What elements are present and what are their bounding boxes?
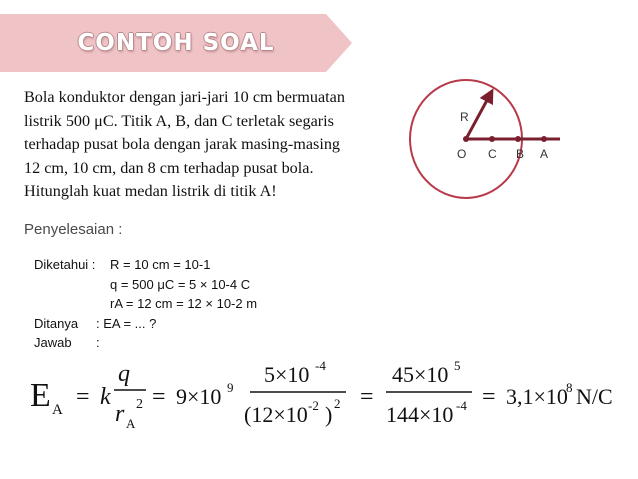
solution-heading: Penyelesaian : (24, 221, 123, 238)
formula-eq: = (360, 384, 374, 410)
asked-value: : EA = ... ? (96, 315, 157, 331)
asked-label: Ditanya (34, 315, 79, 331)
formula-den1-exp2: 2 (334, 396, 341, 411)
formula-r: r (115, 401, 125, 427)
label-o: O (457, 147, 467, 161)
problem-line: Hitunglah kuat medan listrik di titik A! (24, 182, 277, 200)
problem-text (24, 86, 384, 204)
formula-num2-exp: 5 (454, 358, 461, 373)
formula-num2: 45×10 (392, 362, 449, 387)
point-a (541, 136, 547, 142)
formula-den1: (12×10 (244, 402, 308, 427)
problem-line: 12 cm, 10 cm, dan 8 cm terhadap pusat bola. (24, 158, 314, 177)
title-banner (0, 14, 352, 72)
problem-line: Bola konduktor dengan jari-jari 10 cm bermuatan (24, 88, 345, 106)
known-value: q = 500 μC = 5 × 10-4 C (110, 276, 251, 292)
point-c (489, 136, 495, 142)
known-label: Diketahui : (34, 257, 96, 272)
formula-const-exp: 9 (227, 380, 234, 395)
formula-result: 3,1×10 (506, 384, 568, 409)
point-o (463, 136, 469, 142)
formula-r-exp: 2 (136, 397, 143, 412)
label-c: C (488, 147, 497, 161)
problem-line: terhadap pusat bola dengan jarak masing-masing (24, 135, 341, 153)
formula-den1-exp: -2 (308, 398, 319, 413)
formula-k: k (100, 384, 111, 410)
formula-lhs: E (30, 377, 51, 414)
problem-line: listrik 500 μC. Titik A, B, dan C terletak segaris (24, 111, 334, 130)
formula-eq: = (152, 384, 166, 410)
formula-den2-exp: -4 (456, 398, 467, 413)
formula-q: q (118, 361, 130, 387)
point-b (515, 136, 521, 142)
known-value: R = 10 cm = 10-1 (110, 257, 211, 272)
formula-eq: = (76, 384, 90, 410)
formula-result-exp: 8 (566, 380, 573, 395)
formula-num1: 5×10 (264, 362, 310, 387)
label-a: A (540, 147, 549, 161)
answer-label: Jawab (34, 335, 72, 350)
formula-equation (28, 352, 628, 440)
formula-const: 9×10 (176, 384, 222, 409)
formula-lhs-sub: A (52, 402, 63, 418)
formula-r-sub: A (126, 416, 136, 431)
answer-value: : (96, 335, 100, 350)
formula-eq: = (482, 384, 496, 410)
banner-title: CONTOH SOAL (77, 30, 275, 56)
formula-den1-close: ) (325, 402, 333, 427)
label-r: R (460, 110, 469, 124)
sphere-diagram (404, 78, 634, 238)
formula-unit: N/C (576, 384, 613, 409)
radius-arrow (466, 91, 492, 139)
label-b: B (516, 147, 525, 161)
formula-num1-exp: -4 (315, 358, 326, 373)
formula-den2: 144×10 (386, 402, 454, 427)
known-value: rA = 12 cm = 12 × 10-2 m (110, 296, 258, 311)
